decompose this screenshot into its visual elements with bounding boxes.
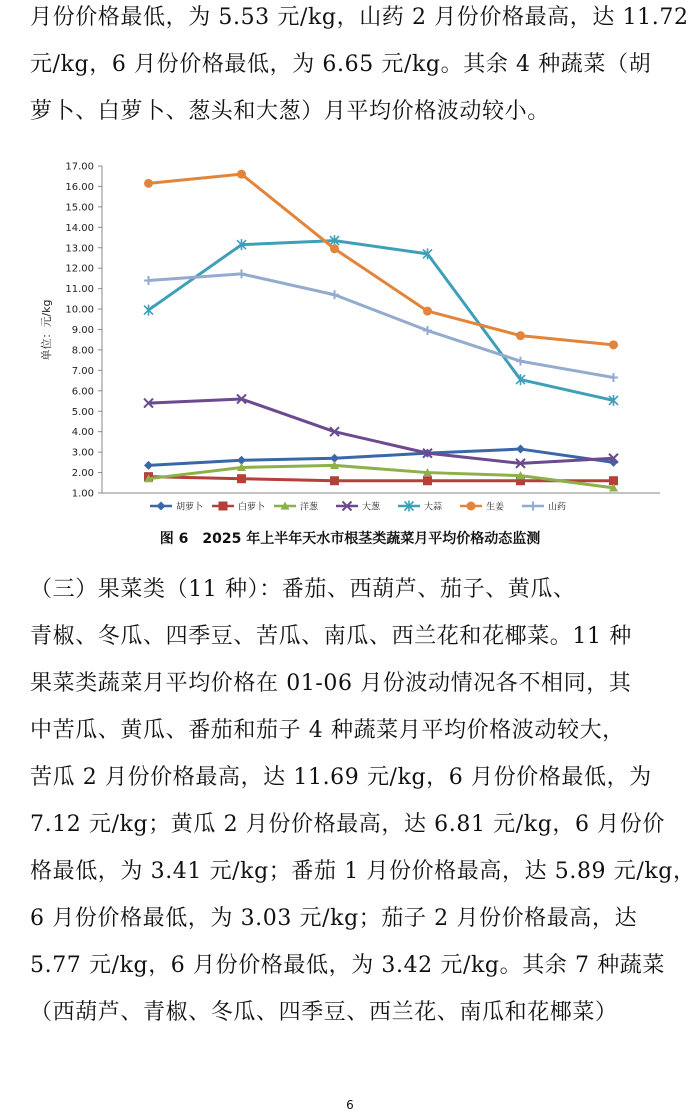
paragraph2-line-4: 中苦瓜、黄瓜、番茄和茄子 4 种蔬菜月平均价格波动较大， xyxy=(30,718,625,743)
data-point xyxy=(609,340,618,349)
legend-item xyxy=(398,501,443,513)
series-2 xyxy=(144,461,618,492)
data-point xyxy=(609,373,618,382)
legend-marker xyxy=(467,502,476,511)
legend-item xyxy=(336,501,381,513)
data-point xyxy=(144,276,153,285)
series-6 xyxy=(144,269,618,382)
legend-label: 胡萝卜 xyxy=(176,502,204,513)
y-tick-label: 5.00 xyxy=(71,406,94,418)
legend-label: 白萝卜 xyxy=(238,502,266,513)
figure-caption: 图 6 2025 年上半年天水市根茎类蔬菜月平均价格动态监测 xyxy=(159,531,541,547)
paragraph2-line-2: 青椒、冬瓜、四季豆、苦瓜、南瓜、西兰花和花椰菜。11 种 xyxy=(30,624,632,649)
y-tick-label: 16.00 xyxy=(65,181,94,193)
series-line xyxy=(149,241,614,401)
y-tick-label: 11.00 xyxy=(65,284,94,296)
data-point xyxy=(330,476,339,485)
legend-item xyxy=(212,501,265,513)
data-point xyxy=(423,326,432,335)
paragraph2-line-5: 苦瓜 2 月份价格最高，达 11.69 元/kg，6 月份价格最低，为 xyxy=(30,765,652,790)
legend-marker xyxy=(529,502,538,511)
y-tick-label: 6.00 xyxy=(71,386,94,398)
legend-item xyxy=(150,501,203,513)
data-point xyxy=(144,461,153,470)
data-point xyxy=(237,474,246,483)
legend-marker xyxy=(157,502,166,511)
y-tick-label: 7.00 xyxy=(71,365,94,377)
legend-item xyxy=(274,501,319,513)
legend-label: 生姜 xyxy=(486,502,505,513)
y-tick-label: 17.00 xyxy=(65,161,94,173)
data-point xyxy=(330,290,339,299)
data-point xyxy=(330,244,339,253)
y-axis xyxy=(65,162,660,500)
series-4 xyxy=(144,235,618,406)
data-point xyxy=(516,445,525,454)
paragraph2-line-7: 格最低，为 3.41 元/kg；番茄 1 月份价格最高，达 5.89 元/kg， xyxy=(30,859,696,884)
y-tick-label: 9.00 xyxy=(71,325,94,336)
y-axis-label: 单位：元/kg xyxy=(40,299,53,361)
y-tick-label: 2.00 xyxy=(71,468,94,480)
legend-label: 大葱 xyxy=(362,502,381,513)
y-tick-label: 4.00 xyxy=(71,427,94,439)
y-tick-label: 1.00 xyxy=(71,488,94,500)
y-tick-label: 14.00 xyxy=(65,222,94,234)
page-number: 6 xyxy=(346,1098,354,1112)
legend-label: 山药 xyxy=(548,502,567,513)
legend xyxy=(150,501,566,513)
series-group xyxy=(144,170,618,492)
paragraph2-line-9: 5.77 元/kg，6 月份价格最低，为 3.42 元/kg。其余 7 种蔬菜 xyxy=(30,953,665,978)
legend-marker xyxy=(219,502,228,511)
data-point xyxy=(423,476,432,485)
y-tick-label: 10.00 xyxy=(65,304,94,316)
series-line xyxy=(149,465,614,487)
data-point xyxy=(144,305,153,316)
series-5 xyxy=(144,170,618,350)
paragraph2-line-10: （西葫芦、青椒、冬瓜、四季豆、西兰花、南瓜和花椰菜） xyxy=(30,1000,618,1025)
data-point xyxy=(144,179,153,188)
paragraph1-line-1: 月份价格最低，为 5.53 元/kg，山药 2 月份价格最高，达 11.72 xyxy=(30,5,689,30)
data-point xyxy=(423,307,432,316)
data-point xyxy=(237,170,246,179)
paragraph1-line-2: 元/kg，6 月份价格最低，为 6.65 元/kg。其余 4 种蔬菜（胡 xyxy=(30,52,652,77)
y-tick-label: 12.00 xyxy=(65,263,94,275)
price-line-chart xyxy=(0,150,700,520)
y-tick-label: 15.00 xyxy=(65,202,94,214)
y-tick-label: 8.00 xyxy=(71,345,94,357)
y-tick-label: 13.00 xyxy=(65,243,94,255)
paragraph2-line-6: 7.12 元/kg；黄瓜 2 月份价格最高，达 6.81 元/kg，6 月份价 xyxy=(30,812,665,837)
data-point xyxy=(516,331,525,340)
legend-item xyxy=(522,501,566,513)
legend-label: 大蒜 xyxy=(424,502,443,513)
data-point xyxy=(237,269,246,278)
paragraph2-line-1: （三）果菜类（11 种）：番茄、西葫芦、茄子、黄瓜、 xyxy=(30,577,576,602)
data-point xyxy=(516,357,525,366)
y-tick-label: 3.00 xyxy=(71,447,94,459)
series-0 xyxy=(144,445,618,470)
series-line xyxy=(149,274,614,378)
legend-item xyxy=(460,501,504,513)
paragraph2-line-3: 果菜类蔬菜月平均价格在 01-06 月份波动情况各不相同，其 xyxy=(30,671,632,696)
paragraph2-line-8: 6 月份价格最低，为 3.03 元/kg；茄子 2 月份价格最高，达 xyxy=(30,906,638,931)
legend-label: 洋葱 xyxy=(300,502,319,513)
paragraph1-line-3: 萝卜、白萝卜、葱头和大葱）月平均价格波动较小。 xyxy=(30,99,550,124)
